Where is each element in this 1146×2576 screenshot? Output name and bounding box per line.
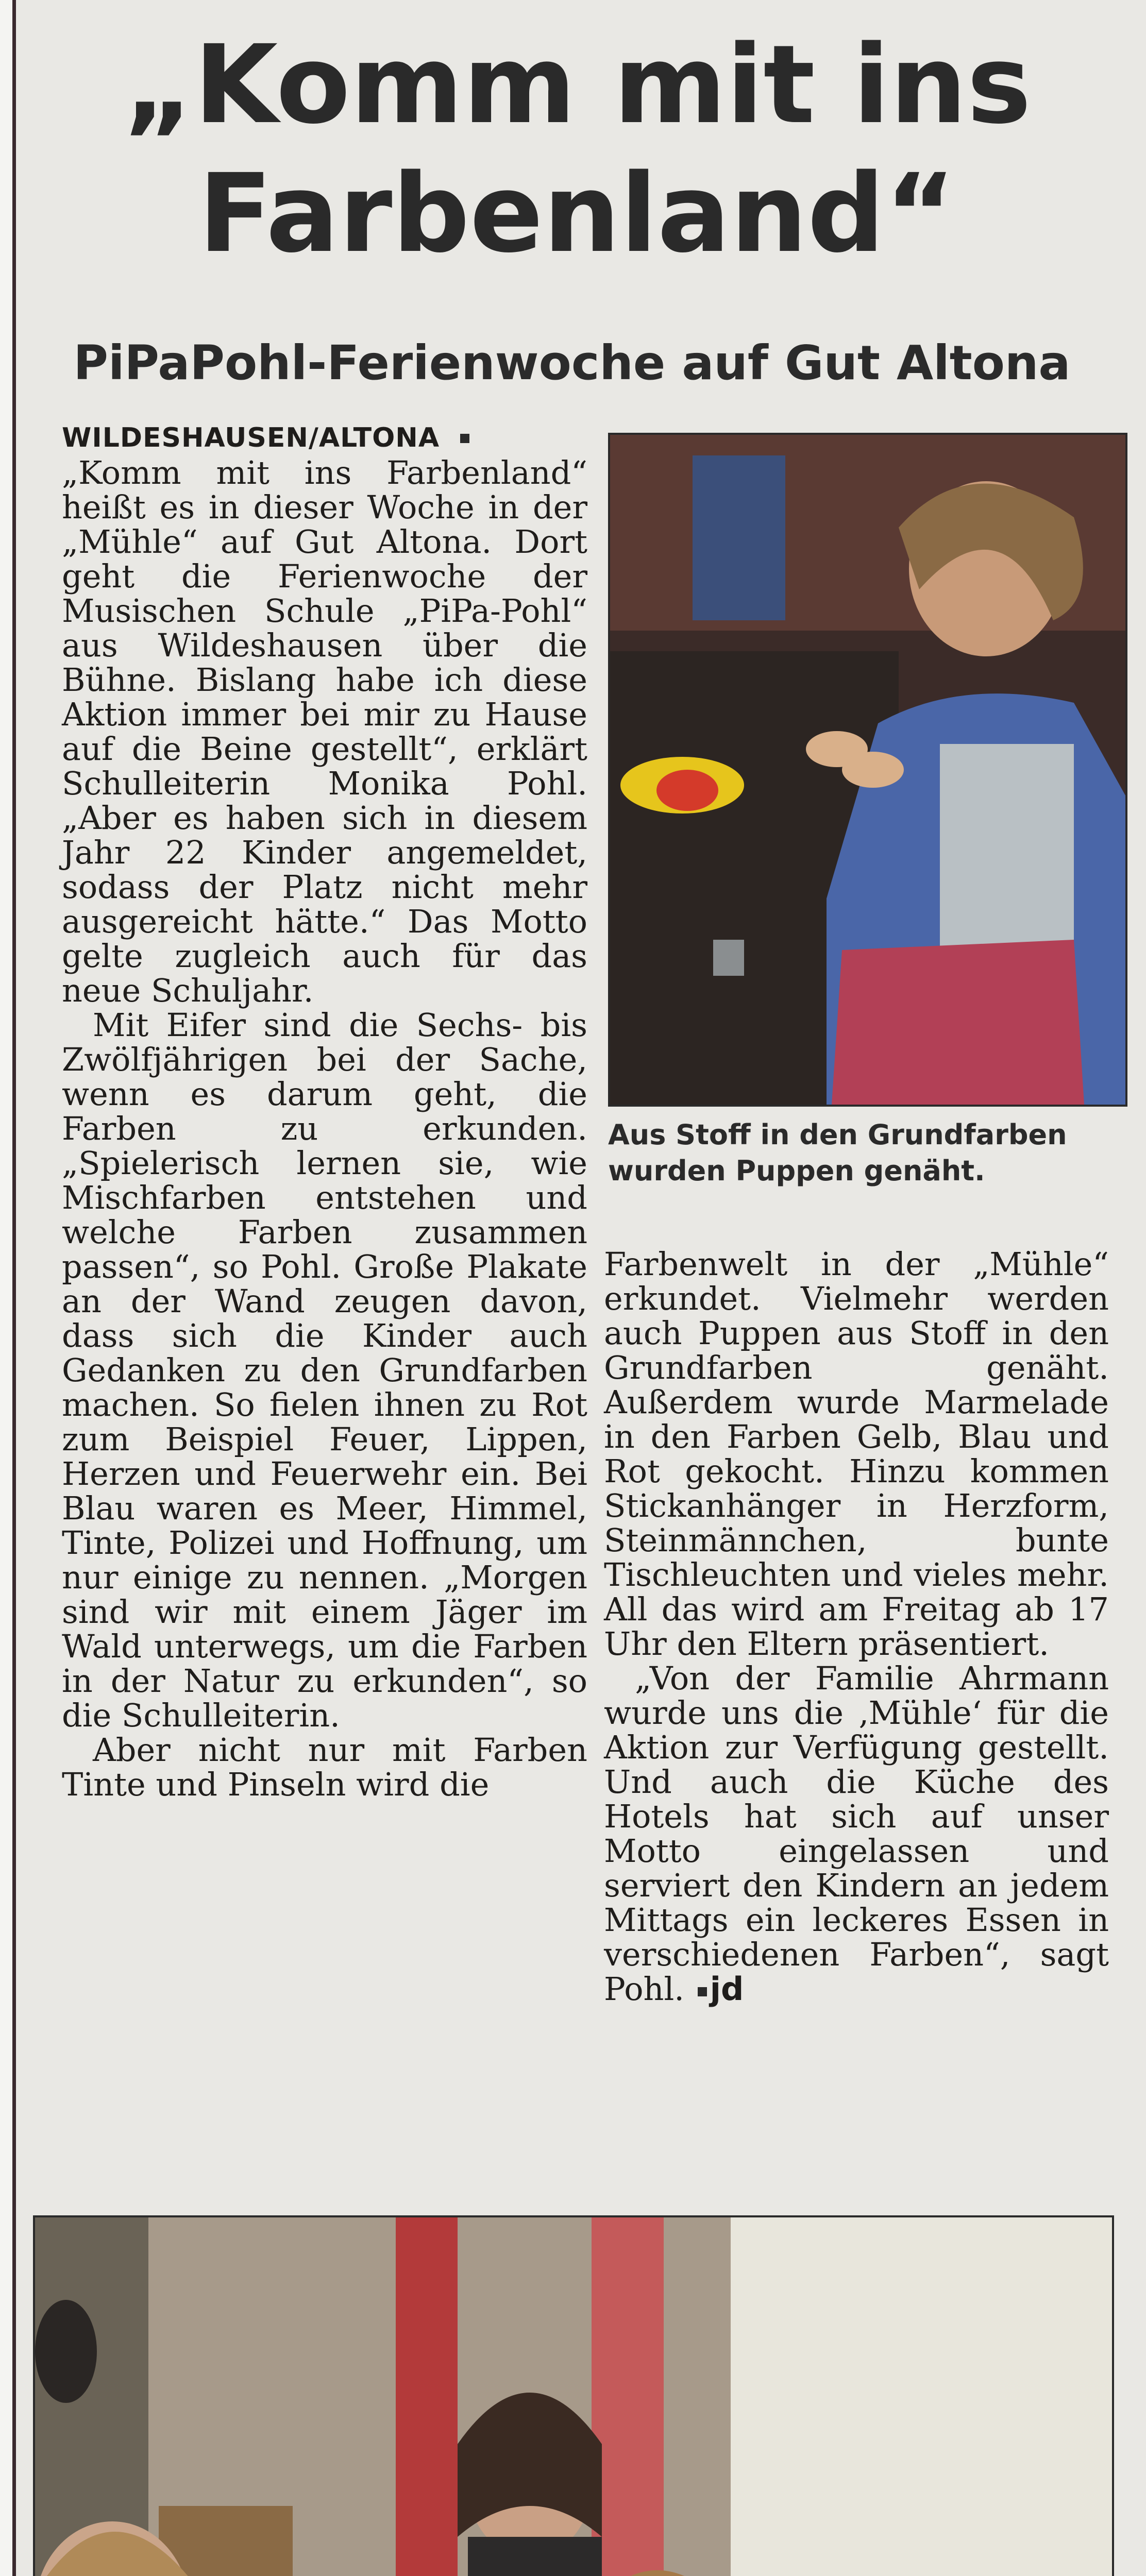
photo-puppets-image	[610, 435, 1125, 1105]
author-signature: jd	[710, 1970, 744, 2008]
paragraph-1-text: „Komm mit ins Farbenland“ heißt es in dieser Woche in der „Mühle“ auf Gut Altona. Dort geht die Ferienwoche der Musischen Schule „PiPa-Pohl“ aus Wildeshausen über die Bühne. Bislang habe ich diese Aktion immer bei mir zu Hause auf die Beine gestellt“, erklärt Schulleiterin Monika Pohl. „Aber es haben sich in diesem Jahr 22 Kinder angemeldet, sodass der Platz nicht mehr ausgereicht hätte.“ Das Motto gelte zugleich auch für das neue Schuljahr.	[62, 454, 587, 1009]
dateline-marker	[460, 434, 469, 443]
article-subheadline: PiPaPohl-Ferienwoche auf Gut Altona	[73, 335, 1071, 391]
scan-edge	[0, 0, 31, 2576]
article-headline	[62, 21, 1092, 278]
caption-puppets: Aus Stoff in den Grundfarben wurden Puppen genäht.	[608, 1118, 1067, 1187]
paragraph-4: Farbenwelt in der „Mühle“ erkundet. Vielmehr werden auch Puppen aus Stoff in den Grundfarben genäht. Außerdem wurde Marmelade in den Farben Gelb, Blau und Rot gekocht. Hinzu kommen Stickanhänger in Herzform, Steinmännchen, bunte Tischleuchten und vieles mehr. All das wird am Freitag ab 17 Uhr den Eltern präsentiert.	[604, 1245, 1109, 1663]
headline-line-1: „Komm mit ins	[123, 22, 1032, 148]
end-mark	[698, 1987, 707, 1996]
headline-line-2: Farbenland“	[198, 150, 956, 277]
paragraph-5	[604, 1661, 1109, 2006]
article-column-left	[62, 418, 587, 2170]
photo-puppets	[608, 433, 1127, 1107]
paragraph-2: Mit Eifer sind die Sechs- bis Zwölfjährigen bei der Sache, wenn es darum geht, die Farben zu erkunden. „Spielerisch lernen sie, wie Mischfarben entstehen und welche Farben zusammen passen“, so Pohl. Große Plakate an der Wand zeugen davon, dass sich die Kinder auch Gedanken zu den Grundfarben machen. So fielen ihnen zu Rot zum Beispiel Feuer, Lippen, Herzen und Feuerwehr ein. Bei Blau waren es Meer, Himmel, Tinte, Polizei und Hoffnung, um nur einige zu nennen. „Morgen sind wir mit einem Jäger im Wald unterwegs, um die Farben in der Natur zu erkunden“, so die Schulleiterin.	[62, 1006, 587, 1734]
paragraph-1	[62, 418, 587, 1008]
paragraph-3: Aber nicht nur mit Farben Tinte und Pinseln wird die	[62, 1731, 587, 1803]
photo-children-painting	[33, 2215, 1114, 2576]
article-column-right	[604, 1247, 1109, 2174]
paragraph-5-text: „Von der Familie Ahrmann wurde uns die ‚Mühle‘ für die Aktion zur Verfügung gestellt. Und auch die Küche des Hotels hat sich auf unser Motto eingelassen und serviert den Kindern an jedem Mittags ein leckeres Essen in verschiedenen Farben“, sagt Pohl.	[604, 1659, 1109, 2008]
photo-children-painting-image	[35, 2217, 1112, 2576]
dateline: WILDESHAUSEN/ALTONA	[62, 422, 440, 453]
